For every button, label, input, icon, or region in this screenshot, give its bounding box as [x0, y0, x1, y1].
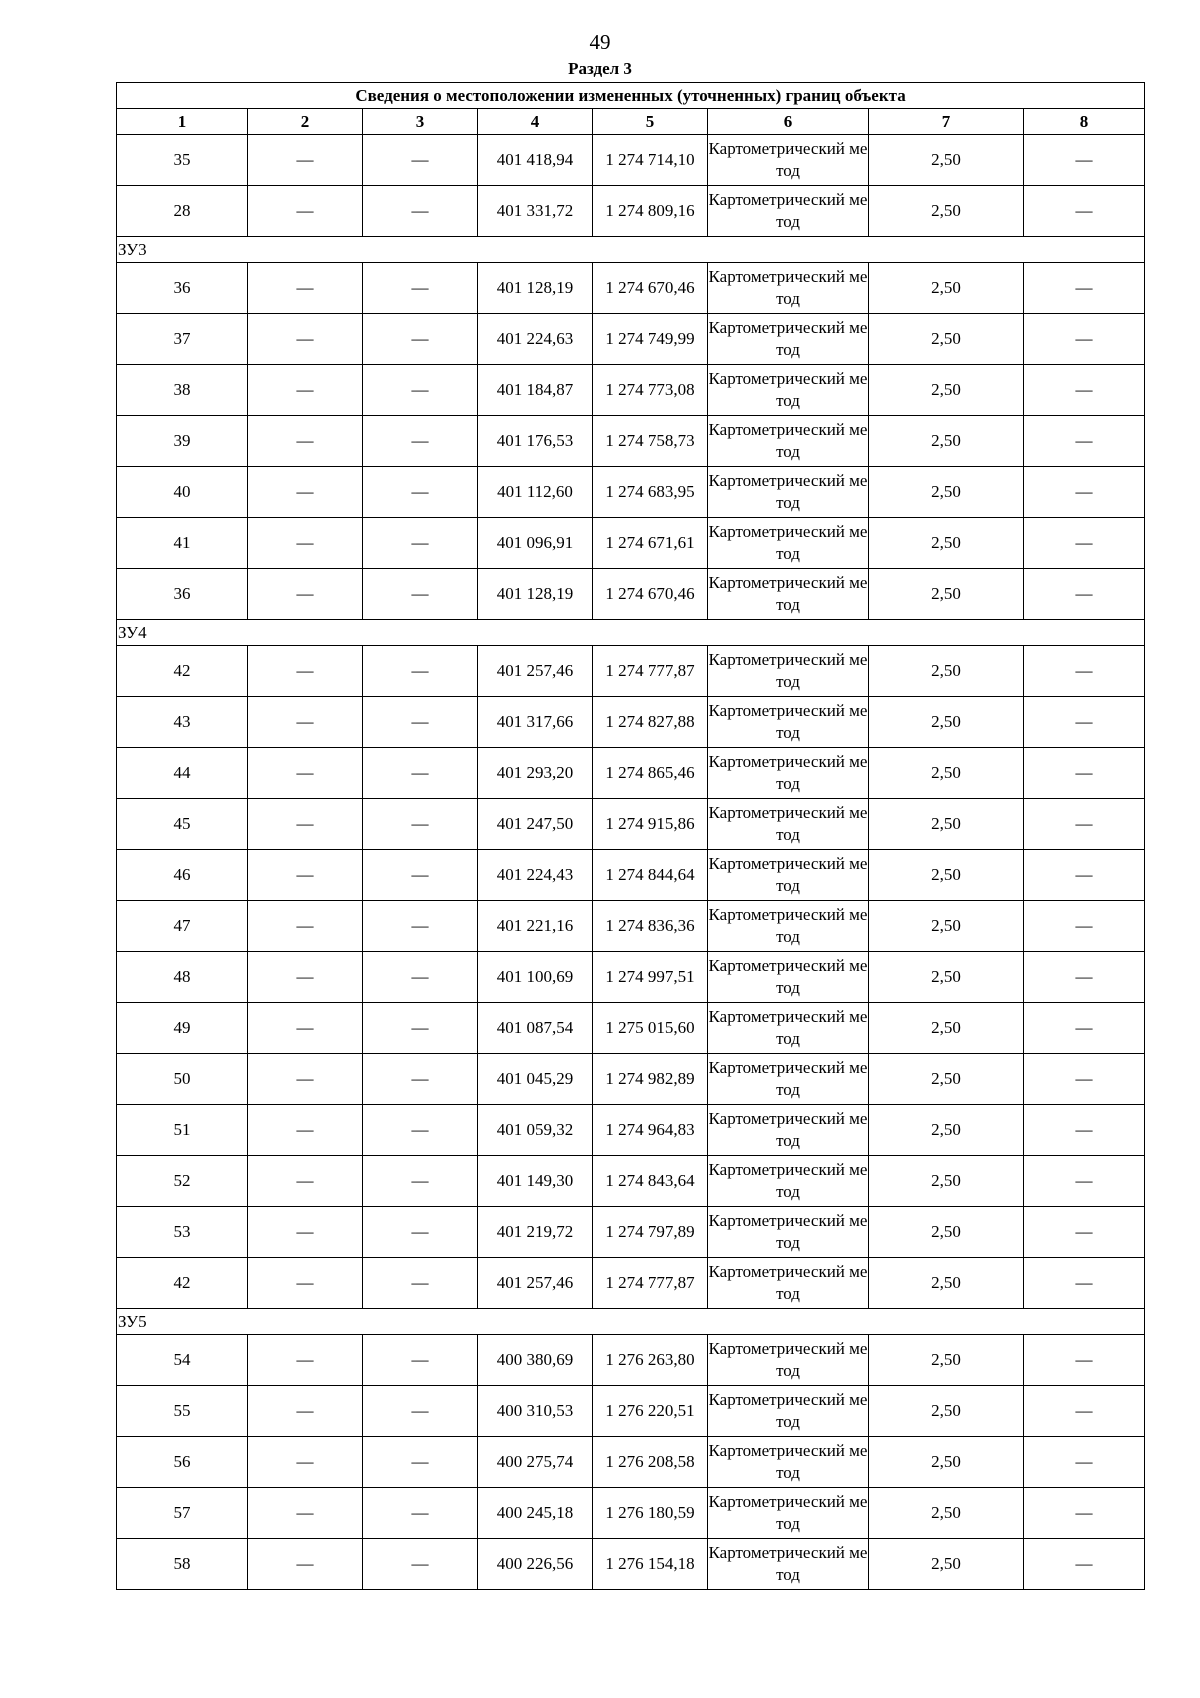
- table-row: [117, 314, 1145, 365]
- table-cell-col-2: —: [248, 850, 363, 901]
- table-cell-col-6: Картометрический метод: [708, 1105, 869, 1156]
- group-row: [117, 620, 1145, 646]
- column-number-6: 6: [708, 109, 869, 135]
- table-row: [117, 1539, 1145, 1590]
- table-cell-col-7: 2,50: [869, 646, 1024, 697]
- table-cell-col-5: 1 274 865,46: [593, 748, 708, 799]
- table-cell-col-4: 401 087,54: [478, 1003, 593, 1054]
- page-number: 49: [589, 30, 611, 54]
- table-cell-col-4: 401 149,30: [478, 1156, 593, 1207]
- table-row: [117, 186, 1145, 237]
- table-cell-col-8: —: [1024, 416, 1145, 467]
- table-cell-col-6: Картометрический метод: [708, 1437, 869, 1488]
- table-cell-col-4: 401 224,43: [478, 850, 593, 901]
- table-cell-col-7: 2,50: [869, 901, 1024, 952]
- table-cell-col-8: —: [1024, 646, 1145, 697]
- table-cell-col-5: 1 274 964,83: [593, 1105, 708, 1156]
- table-cell-col-3: —: [363, 186, 478, 237]
- table-cell-col-3: —: [363, 467, 478, 518]
- table-cell-col-8: —: [1024, 135, 1145, 186]
- table-cell-col-2: —: [248, 1539, 363, 1590]
- table-cell-col-4: 400 275,74: [478, 1437, 593, 1488]
- table-cell-col-3: —: [363, 697, 478, 748]
- table-cell-col-4: 401 112,60: [478, 467, 593, 518]
- table-cell-col-3: —: [363, 1105, 478, 1156]
- table-cell-col-1: 38: [117, 365, 248, 416]
- table-cell-col-4: 401 418,94: [478, 135, 593, 186]
- table-cell-col-4: 401 184,87: [478, 365, 593, 416]
- table-cell-col-6: Картометрический метод: [708, 365, 869, 416]
- table-cell-col-1: 58: [117, 1539, 248, 1590]
- table-cell-col-3: —: [363, 1386, 478, 1437]
- table-cell-col-4: 401 257,46: [478, 1258, 593, 1309]
- table-row: [117, 1437, 1145, 1488]
- table-cell-col-3: —: [363, 799, 478, 850]
- column-number-5: 5: [593, 109, 708, 135]
- table-cell-col-7: 2,50: [869, 416, 1024, 467]
- table-cell-col-2: —: [248, 799, 363, 850]
- table-cell-col-6: Картометрический метод: [708, 1488, 869, 1539]
- table-cell-col-3: —: [363, 1258, 478, 1309]
- table-cell-col-5: 1 274 773,08: [593, 365, 708, 416]
- table-cell-col-2: —: [248, 1386, 363, 1437]
- table-cell-col-1: 56: [117, 1437, 248, 1488]
- table-cell-col-5: 1 274 982,89: [593, 1054, 708, 1105]
- table-cell-col-4: 401 331,72: [478, 186, 593, 237]
- table-cell-col-6: Картометрический метод: [708, 314, 869, 365]
- table-cell-col-1: 46: [117, 850, 248, 901]
- column-number-8: 8: [1024, 109, 1145, 135]
- table-row: [117, 1335, 1145, 1386]
- table-cell-col-8: —: [1024, 263, 1145, 314]
- table-cell-col-8: —: [1024, 1335, 1145, 1386]
- table-cell-col-7: 2,50: [869, 1105, 1024, 1156]
- table-cell-col-5: 1 276 263,80: [593, 1335, 708, 1386]
- table-cell-col-7: 2,50: [869, 1488, 1024, 1539]
- table-cell-col-6: Картометрический метод: [708, 952, 869, 1003]
- table-row: [117, 748, 1145, 799]
- table-cell-col-6: Картометрический метод: [708, 1207, 869, 1258]
- table-cell-col-4: 401 128,19: [478, 569, 593, 620]
- table-cell-col-8: —: [1024, 1488, 1145, 1539]
- table-cell-col-5: 1 274 777,87: [593, 646, 708, 697]
- table-cell-col-4: 401 128,19: [478, 263, 593, 314]
- table-cell-col-8: —: [1024, 186, 1145, 237]
- table-row: [117, 646, 1145, 697]
- table-body: [117, 135, 1145, 1590]
- table-cell-col-8: —: [1024, 952, 1145, 1003]
- table-cell-col-5: 1 274 844,64: [593, 850, 708, 901]
- table-cell-col-8: —: [1024, 1539, 1145, 1590]
- table-cell-col-1: 41: [117, 518, 248, 569]
- table-cell-col-1: 55: [117, 1386, 248, 1437]
- table-cell-col-2: —: [248, 467, 363, 518]
- table-row: [117, 518, 1145, 569]
- table-cell-col-3: —: [363, 569, 478, 620]
- table-cell-col-5: 1 274 915,86: [593, 799, 708, 850]
- table-cell-col-2: —: [248, 1488, 363, 1539]
- table-row: [117, 467, 1145, 518]
- table-cell-col-8: —: [1024, 569, 1145, 620]
- table-cell-col-8: —: [1024, 467, 1145, 518]
- table-cell-col-6: Картометрический метод: [708, 748, 869, 799]
- table-cell-col-7: 2,50: [869, 365, 1024, 416]
- table-cell-col-4: 401 224,63: [478, 314, 593, 365]
- table-cell-col-7: 2,50: [869, 1207, 1024, 1258]
- table-cell-col-8: —: [1024, 748, 1145, 799]
- table-cell-col-6: Картометрический метод: [708, 263, 869, 314]
- table-row: [117, 1207, 1145, 1258]
- table-cell-col-5: 1 276 220,51: [593, 1386, 708, 1437]
- table-cell-col-7: 2,50: [869, 263, 1024, 314]
- table-caption: Сведения о местоположении измененных (уточненных) границ объекта: [117, 83, 1145, 109]
- table-cell-col-1: 36: [117, 263, 248, 314]
- table-cell-col-1: 40: [117, 467, 248, 518]
- table-cell-col-7: 2,50: [869, 1386, 1024, 1437]
- table-row: [117, 135, 1145, 186]
- table-cell-col-4: 401 257,46: [478, 646, 593, 697]
- table-row: [117, 1105, 1145, 1156]
- table-cell-col-6: Картометрический метод: [708, 799, 869, 850]
- table-cell-col-3: —: [363, 748, 478, 799]
- table-cell-col-7: 2,50: [869, 518, 1024, 569]
- table-cell-col-6: Картометрический метод: [708, 1335, 869, 1386]
- table-cell-col-1: 54: [117, 1335, 248, 1386]
- table-cell-col-3: —: [363, 952, 478, 1003]
- column-number-row: [117, 109, 1145, 135]
- table-cell-col-3: —: [363, 1437, 478, 1488]
- table-cell-col-6: Картометрический метод: [708, 1054, 869, 1105]
- table-cell-col-5: 1 274 809,16: [593, 186, 708, 237]
- table-row: [117, 1003, 1145, 1054]
- table-cell-col-5: 1 275 015,60: [593, 1003, 708, 1054]
- table-cell-col-8: —: [1024, 901, 1145, 952]
- table-cell-col-3: —: [363, 646, 478, 697]
- table-cell-col-5: 1 276 154,18: [593, 1539, 708, 1590]
- table-cell-col-5: 1 274 777,87: [593, 1258, 708, 1309]
- table-cell-col-2: —: [248, 1156, 363, 1207]
- table-row: [117, 1386, 1145, 1437]
- table-cell-col-4: 401 176,53: [478, 416, 593, 467]
- table-cell-col-3: —: [363, 263, 478, 314]
- table-cell-col-7: 2,50: [869, 1003, 1024, 1054]
- table-cell-col-4: 401 317,66: [478, 697, 593, 748]
- group-label: ЗУ3: [117, 237, 1145, 263]
- table-cell-col-6: Картометрический метод: [708, 135, 869, 186]
- table-row: [117, 263, 1145, 314]
- table-cell-col-8: —: [1024, 1054, 1145, 1105]
- table-cell-col-2: —: [248, 901, 363, 952]
- table-cell-col-2: —: [248, 1003, 363, 1054]
- table-row: [117, 1258, 1145, 1309]
- table-cell-col-5: 1 274 683,95: [593, 467, 708, 518]
- table-row: [117, 952, 1145, 1003]
- table-cell-col-1: 51: [117, 1105, 248, 1156]
- column-number-2: 2: [248, 109, 363, 135]
- table-cell-col-6: Картометрический метод: [708, 569, 869, 620]
- column-number-7: 7: [869, 109, 1024, 135]
- table-cell-col-7: 2,50: [869, 1054, 1024, 1105]
- table-cell-col-7: 2,50: [869, 952, 1024, 1003]
- table-cell-col-2: —: [248, 697, 363, 748]
- table-cell-col-4: 401 096,91: [478, 518, 593, 569]
- table-cell-col-2: —: [248, 1258, 363, 1309]
- table-cell-col-3: —: [363, 1207, 478, 1258]
- table-cell-col-1: 28: [117, 186, 248, 237]
- table-cell-col-4: 401 059,32: [478, 1105, 593, 1156]
- table-row: [117, 1156, 1145, 1207]
- table-cell-col-1: 44: [117, 748, 248, 799]
- table-cell-col-2: —: [248, 416, 363, 467]
- table-cell-col-4: 401 100,69: [478, 952, 593, 1003]
- table-cell-col-7: 2,50: [869, 748, 1024, 799]
- table-cell-col-6: Картометрический метод: [708, 1156, 869, 1207]
- table-row: [117, 697, 1145, 748]
- table-cell-col-2: —: [248, 135, 363, 186]
- table-cell-col-4: 400 226,56: [478, 1539, 593, 1590]
- table-cell-col-6: Картометрический метод: [708, 850, 869, 901]
- table-cell-col-3: —: [363, 1054, 478, 1105]
- table-cell-col-7: 2,50: [869, 799, 1024, 850]
- table-cell-col-2: —: [248, 518, 363, 569]
- table-cell-col-3: —: [363, 1488, 478, 1539]
- table-cell-col-3: —: [363, 850, 478, 901]
- table-cell-col-5: 1 274 827,88: [593, 697, 708, 748]
- table-cell-col-1: 42: [117, 646, 248, 697]
- table-cell-col-7: 2,50: [869, 1258, 1024, 1309]
- table-cell-col-3: —: [363, 1539, 478, 1590]
- table-cell-col-8: —: [1024, 1258, 1145, 1309]
- table-cell-col-5: 1 274 670,46: [593, 569, 708, 620]
- table-cell-col-8: —: [1024, 314, 1145, 365]
- table-cell-col-5: 1 274 843,64: [593, 1156, 708, 1207]
- table-cell-col-1: 39: [117, 416, 248, 467]
- table-cell-col-7: 2,50: [869, 314, 1024, 365]
- table-cell-col-2: —: [248, 1105, 363, 1156]
- column-number-3: 3: [363, 109, 478, 135]
- table-cell-col-8: —: [1024, 365, 1145, 416]
- table-cell-col-3: —: [363, 901, 478, 952]
- table-cell-col-6: Картометрический метод: [708, 518, 869, 569]
- table-cell-col-5: 1 274 836,36: [593, 901, 708, 952]
- table-cell-col-2: —: [248, 569, 363, 620]
- table-cell-col-8: —: [1024, 1156, 1145, 1207]
- table-cell-col-7: 2,50: [869, 569, 1024, 620]
- table-row: [117, 569, 1145, 620]
- table-cell-col-5: 1 274 671,61: [593, 518, 708, 569]
- table-cell-col-8: —: [1024, 697, 1145, 748]
- table-cell-col-2: —: [248, 1335, 363, 1386]
- section-title: Раздел 3: [568, 59, 632, 78]
- table-row: [117, 1488, 1145, 1539]
- table-cell-col-1: 47: [117, 901, 248, 952]
- table-cell-col-4: 401 221,16: [478, 901, 593, 952]
- table-cell-col-3: —: [363, 1003, 478, 1054]
- table-row: [117, 850, 1145, 901]
- table-cell-col-7: 2,50: [869, 1156, 1024, 1207]
- table-cell-col-3: —: [363, 1156, 478, 1207]
- column-number-4: 4: [478, 109, 593, 135]
- group-row: [117, 1309, 1145, 1335]
- table-cell-col-7: 2,50: [869, 135, 1024, 186]
- table-cell-col-4: 401 045,29: [478, 1054, 593, 1105]
- table-cell-col-1: 49: [117, 1003, 248, 1054]
- table-cell-col-6: Картометрический метод: [708, 1539, 869, 1590]
- table-cell-col-2: —: [248, 1054, 363, 1105]
- table-row: [117, 1054, 1145, 1105]
- table-cell-col-1: 37: [117, 314, 248, 365]
- table-cell-col-5: 1 274 714,10: [593, 135, 708, 186]
- table-cell-col-6: Картометрический метод: [708, 697, 869, 748]
- table-cell-col-4: 401 293,20: [478, 748, 593, 799]
- table-cell-col-3: —: [363, 416, 478, 467]
- table-cell-col-6: Картометрический метод: [708, 646, 869, 697]
- table-cell-col-2: —: [248, 748, 363, 799]
- table-cell-col-1: 43: [117, 697, 248, 748]
- table-cell-col-2: —: [248, 186, 363, 237]
- table-cell-col-1: 50: [117, 1054, 248, 1105]
- table-cell-col-7: 2,50: [869, 850, 1024, 901]
- table-cell-col-1: 42: [117, 1258, 248, 1309]
- table-cell-col-2: —: [248, 314, 363, 365]
- table-cell-col-2: —: [248, 1437, 363, 1488]
- table-cell-col-5: 1 274 749,99: [593, 314, 708, 365]
- table-cell-col-8: —: [1024, 1207, 1145, 1258]
- table-cell-col-7: 2,50: [869, 1437, 1024, 1488]
- table-cell-col-6: Картометрический метод: [708, 186, 869, 237]
- group-row: [117, 237, 1145, 263]
- table-cell-col-8: —: [1024, 518, 1145, 569]
- table-cell-col-3: —: [363, 314, 478, 365]
- table-cell-col-2: —: [248, 365, 363, 416]
- table-cell-col-5: 1 274 797,89: [593, 1207, 708, 1258]
- table-cell-col-1: 53: [117, 1207, 248, 1258]
- table-cell-col-2: —: [248, 646, 363, 697]
- table-cell-col-6: Картометрический метод: [708, 1003, 869, 1054]
- table-row: [117, 901, 1145, 952]
- table-cell-col-8: —: [1024, 1003, 1145, 1054]
- table-cell-col-1: 45: [117, 799, 248, 850]
- table-cell-col-8: —: [1024, 799, 1145, 850]
- table-cell-col-1: 57: [117, 1488, 248, 1539]
- table-cell-col-3: —: [363, 1335, 478, 1386]
- table-cell-col-6: Картометрический метод: [708, 1258, 869, 1309]
- table-cell-col-5: 1 276 180,59: [593, 1488, 708, 1539]
- table-cell-col-7: 2,50: [869, 467, 1024, 518]
- table-cell-col-4: 401 219,72: [478, 1207, 593, 1258]
- table-cell-col-2: —: [248, 1207, 363, 1258]
- coordinates-table: [116, 82, 1145, 1590]
- table-cell-col-7: 2,50: [869, 186, 1024, 237]
- group-label: ЗУ5: [117, 1309, 1145, 1335]
- table-cell-col-3: —: [363, 135, 478, 186]
- table-cell-col-5: 1 274 997,51: [593, 952, 708, 1003]
- table-cell-col-3: —: [363, 518, 478, 569]
- group-label: ЗУ4: [117, 620, 1145, 646]
- table-cell-col-2: —: [248, 263, 363, 314]
- table-cell-col-6: Картометрический метод: [708, 1386, 869, 1437]
- table-cell-col-8: —: [1024, 850, 1145, 901]
- table-cell-col-1: 52: [117, 1156, 248, 1207]
- table-cell-col-4: 401 247,50: [478, 799, 593, 850]
- table-cell-col-1: 48: [117, 952, 248, 1003]
- table-cell-col-6: Картометрический метод: [708, 467, 869, 518]
- table-cell-col-1: 35: [117, 135, 248, 186]
- table-cell-col-8: —: [1024, 1437, 1145, 1488]
- table-cell-col-4: 400 245,18: [478, 1488, 593, 1539]
- table-row: [117, 799, 1145, 850]
- table-cell-col-6: Картометрический метод: [708, 416, 869, 467]
- table-cell-col-8: —: [1024, 1105, 1145, 1156]
- table-cell-col-6: Картометрический метод: [708, 901, 869, 952]
- table-row: [117, 365, 1145, 416]
- column-number-1: 1: [117, 109, 248, 135]
- table-cell-col-3: —: [363, 365, 478, 416]
- table-cell-col-2: —: [248, 952, 363, 1003]
- table-cell-col-4: 400 310,53: [478, 1386, 593, 1437]
- table-cell-col-7: 2,50: [869, 1335, 1024, 1386]
- table-cell-col-7: 2,50: [869, 1539, 1024, 1590]
- table-cell-col-5: 1 276 208,58: [593, 1437, 708, 1488]
- table-cell-col-1: 36: [117, 569, 248, 620]
- table-row: [117, 416, 1145, 467]
- table-cell-col-5: 1 274 670,46: [593, 263, 708, 314]
- table-cell-col-5: 1 274 758,73: [593, 416, 708, 467]
- table-cell-col-8: —: [1024, 1386, 1145, 1437]
- table-cell-col-7: 2,50: [869, 697, 1024, 748]
- table-cell-col-4: 400 380,69: [478, 1335, 593, 1386]
